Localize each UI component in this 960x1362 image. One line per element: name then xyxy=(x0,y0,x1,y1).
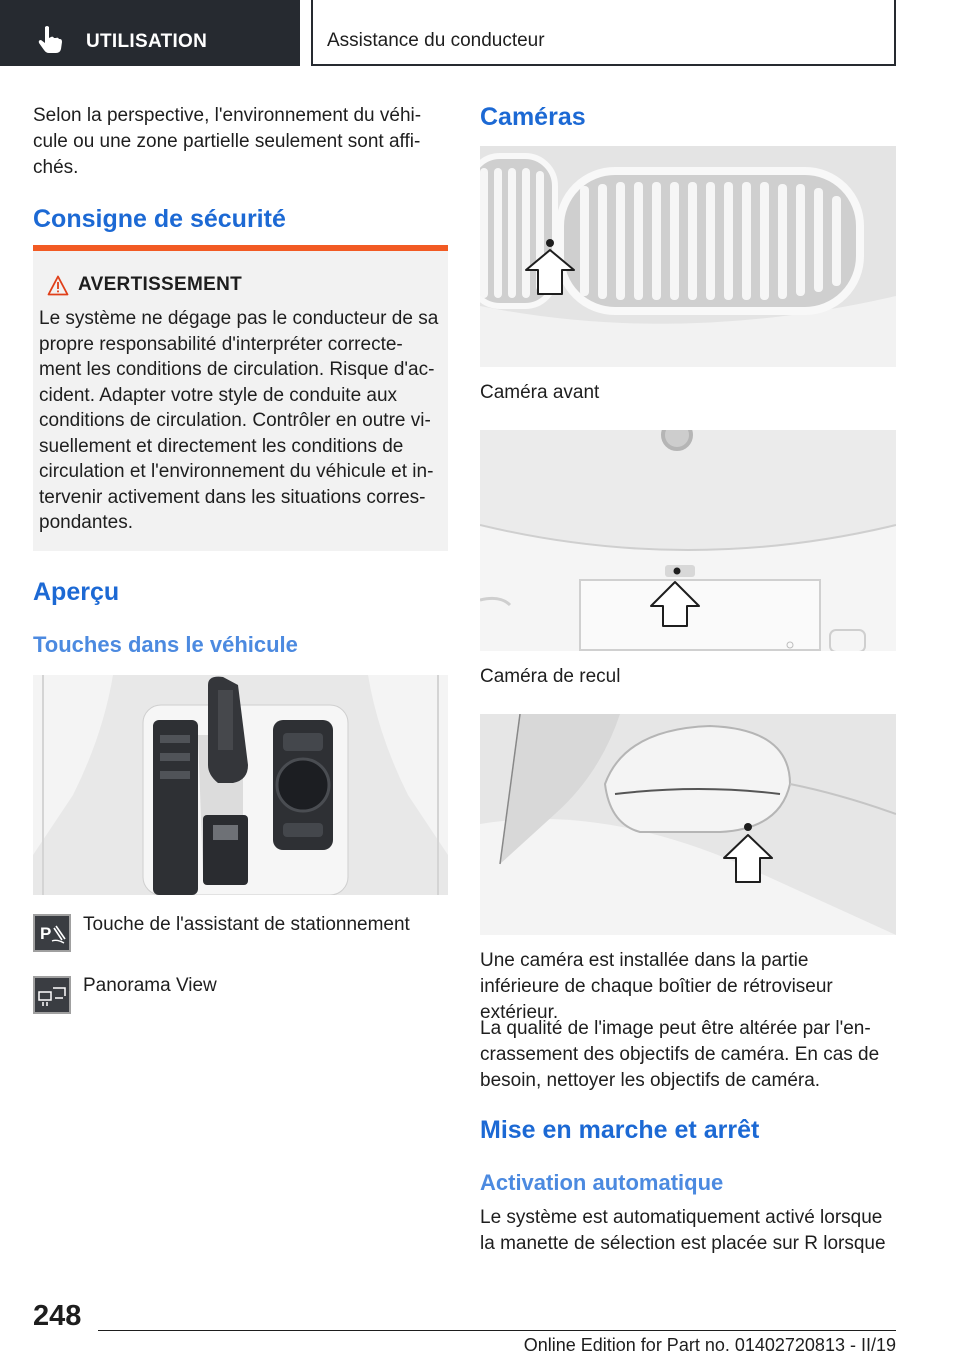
rear-camera-image xyxy=(480,430,896,651)
page-number: 248 xyxy=(33,1300,82,1332)
hand-pointer-icon xyxy=(36,24,64,54)
panorama-view-icon xyxy=(33,976,71,1014)
safety-heading: Consigne de sécurité xyxy=(33,205,286,233)
front-camera-caption: Caméra avant xyxy=(480,382,600,403)
panorama-view-label: Panorama View xyxy=(83,975,217,996)
intro-paragraph: Selon la perspective, l'environnement du véhi‐cule ou une zone partielle seulement sont affi‐chés. xyxy=(33,105,422,178)
chapter-title: Assistance du conducteur xyxy=(327,30,545,51)
overview-heading: Aperçu xyxy=(33,578,120,606)
mirror-camera-image xyxy=(480,714,896,935)
warning-text: Le système ne dégage pas le conducteur de sa propre responsabilité d'interpréter correcte‐ment les conditions de circulation. Risque d'ac‐cident. Adapter votre style de conduite aux conditions de circulation. Contrôler en outre vi‐suellement et directement les conditions de circulation et l'environnement du véhicule et in‐tervenir activement dans les situations corres‐pondantes. xyxy=(39,308,439,533)
warning-triangle-icon xyxy=(47,275,69,296)
warning-title: AVERTISSEMENT xyxy=(78,274,243,295)
mirror-camera-text: Une caméra est installée dans la partie inférieure de chaque boîtier de rétroviseur extérieur. xyxy=(480,950,833,1023)
chapter-header xyxy=(311,0,896,66)
svg-text:P: P xyxy=(40,924,52,943)
auto-activation-heading: Activation automatique xyxy=(480,1170,724,1195)
rear-camera-caption: Caméra de recul xyxy=(480,666,621,687)
onoff-heading: Mise en marche et arrêt xyxy=(480,1116,760,1144)
auto-activation-text: Le système est automatiquement activé lorsque la manette de sélection est placée sur R lorsque xyxy=(480,1207,886,1254)
front-camera-image xyxy=(480,146,896,367)
quality-text: La qualité de l'image peut être altérée par l'en‐crassement des objectifs de caméra. En cas de besoin, nettoyer les objectifs de caméra. xyxy=(480,1018,880,1091)
parking-assist-icon xyxy=(33,914,71,952)
cameras-heading: Caméras xyxy=(480,103,586,131)
section-label: UTILISATION xyxy=(86,31,208,52)
center-console-image xyxy=(33,675,448,895)
section-tab xyxy=(0,0,300,66)
footer-divider xyxy=(98,1330,896,1331)
parking-assist-label: Touche de l'assistant de stationnement xyxy=(83,914,410,935)
edition-footer: Online Edition for Part no. 01402720813 - II/19 xyxy=(523,1335,896,1355)
buttons-heading: Touches dans le véhicule xyxy=(33,632,298,657)
